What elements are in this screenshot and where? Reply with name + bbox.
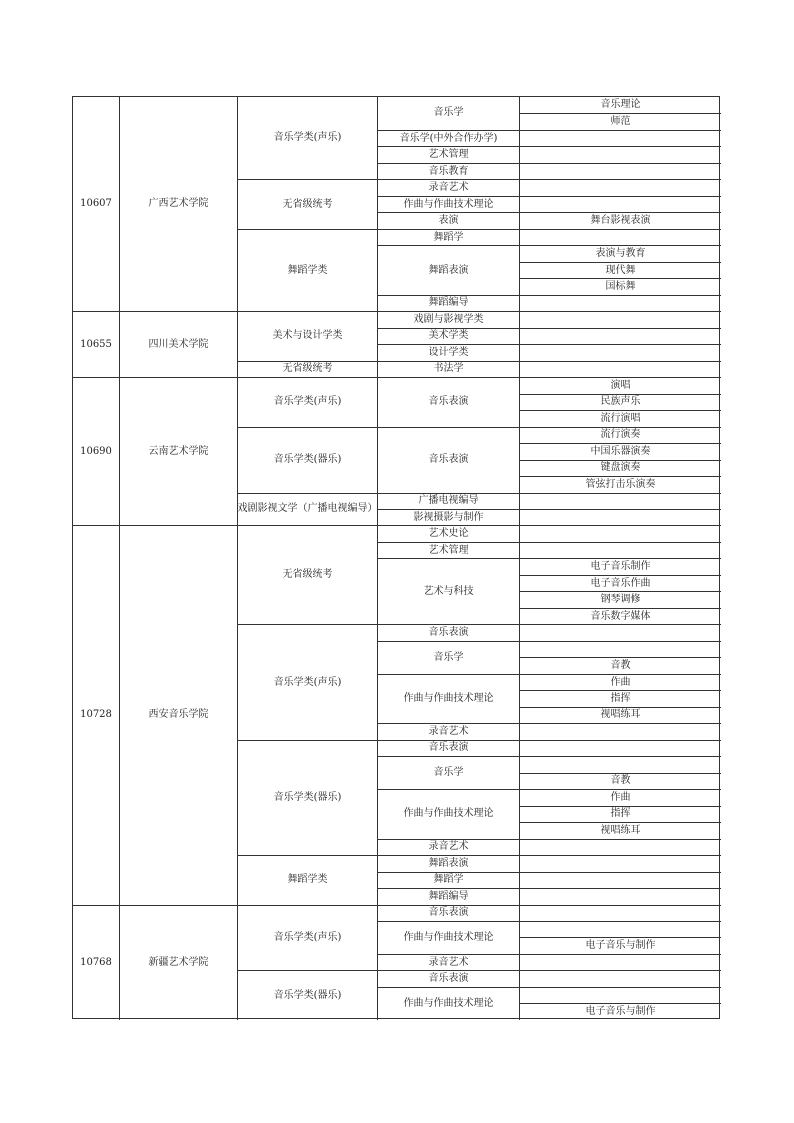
direction-cell xyxy=(520,921,721,937)
major-cell: 音乐表演 xyxy=(378,377,520,426)
category-cell: 音乐学类(声乐) xyxy=(238,377,378,426)
major-cell: 艺术与科技 xyxy=(378,558,520,624)
major-cell: 广播电视编导 xyxy=(378,493,520,509)
direction-cell xyxy=(520,525,721,541)
direction-cell: 管弦打击乐演奏 xyxy=(520,476,721,492)
major-cell: 音乐表演 xyxy=(378,970,520,986)
major-cell: 音乐表演 xyxy=(378,624,520,640)
direction-cell xyxy=(520,130,721,146)
direction-cell xyxy=(520,361,721,377)
category-cell: 舞蹈学类 xyxy=(238,229,378,311)
direction-cell: 电子音乐作曲 xyxy=(520,575,721,591)
major-cell: 音乐学 xyxy=(378,97,520,130)
direction-cell xyxy=(520,987,721,1003)
direction-cell: 音教 xyxy=(520,773,721,789)
direction-cell xyxy=(520,855,721,871)
major-cell: 作曲与作曲技术理论 xyxy=(378,196,520,212)
major-cell: 音乐学 xyxy=(378,756,520,789)
direction-cell xyxy=(520,740,721,756)
category-cell: 音乐学类(声乐) xyxy=(238,97,378,179)
direction-cell: 舞台影视表演 xyxy=(520,212,721,228)
direction-cell xyxy=(520,542,721,558)
major-cell: 录音艺术 xyxy=(378,179,520,195)
direction-cell xyxy=(520,196,721,212)
school-name-cell: 广西艺术学院 xyxy=(120,97,238,311)
major-cell: 作曲与作曲技术理论 xyxy=(378,987,520,1020)
major-cell: 影视摄影与制作 xyxy=(378,509,520,525)
major-cell: 音乐教育 xyxy=(378,163,520,179)
major-cell: 设计学类 xyxy=(378,344,520,360)
category-cell: 音乐学类(声乐) xyxy=(238,905,378,971)
direction-cell: 现代舞 xyxy=(520,262,721,278)
major-cell: 作曲与作曲技术理论 xyxy=(378,921,520,954)
direction-cell xyxy=(520,624,721,640)
direction-cell: 键盘演奏 xyxy=(520,460,721,476)
major-cell: 艺术管理 xyxy=(378,542,520,558)
direction-cell xyxy=(520,888,721,904)
direction-cell: 演唱 xyxy=(520,377,721,393)
direction-cell xyxy=(520,295,721,311)
category-cell: 无省级统考 xyxy=(238,525,378,624)
direction-cell xyxy=(520,723,721,739)
direction-cell: 师范 xyxy=(520,113,721,129)
direction-cell xyxy=(520,146,721,162)
major-cell: 美术学类 xyxy=(378,328,520,344)
direction-cell xyxy=(520,905,721,921)
direction-cell: 视唱练耳 xyxy=(520,822,721,838)
school-name-cell: 新疆艺术学院 xyxy=(120,905,238,1020)
direction-cell: 视唱练耳 xyxy=(520,707,721,723)
admissions-table xyxy=(72,96,720,1019)
direction-cell: 作曲 xyxy=(520,789,721,805)
category-cell: 音乐学类(器乐) xyxy=(238,427,378,493)
direction-cell xyxy=(520,344,721,360)
major-cell: 书法学 xyxy=(378,361,520,377)
major-cell: 音乐表演 xyxy=(378,905,520,921)
major-cell: 录音艺术 xyxy=(378,839,520,855)
major-cell: 舞蹈学 xyxy=(378,872,520,888)
direction-cell: 电子音乐与制作 xyxy=(520,937,721,953)
direction-cell xyxy=(520,163,721,179)
category-cell: 舞蹈学类 xyxy=(238,855,378,904)
category-cell: 美术与设计学类 xyxy=(238,311,378,360)
direction-cell xyxy=(520,311,721,327)
direction-cell: 音乐数字媒体 xyxy=(520,608,721,624)
major-cell: 音乐学(中外合作办学) xyxy=(378,130,520,146)
direction-cell: 音教 xyxy=(520,657,721,673)
major-cell: 艺术史论 xyxy=(378,525,520,541)
school-code-cell: 10690 xyxy=(73,377,120,525)
major-cell: 舞蹈编导 xyxy=(378,295,520,311)
direction-cell xyxy=(520,229,721,245)
major-cell: 舞蹈编导 xyxy=(378,888,520,904)
direction-cell: 流行演奏 xyxy=(520,427,721,443)
school-code-cell: 10728 xyxy=(73,525,120,904)
direction-cell: 钢琴调修 xyxy=(520,591,721,607)
major-cell: 音乐学 xyxy=(378,641,520,674)
category-cell: 戏剧影视文学（广播电视编导） xyxy=(238,493,378,526)
school-code-cell: 10768 xyxy=(73,905,120,1020)
direction-cell xyxy=(520,756,721,772)
major-cell: 戏剧与影视学类 xyxy=(378,311,520,327)
major-cell: 作曲与作曲技术理论 xyxy=(378,789,520,838)
major-cell: 舞蹈表演 xyxy=(378,245,520,294)
major-cell: 舞蹈学 xyxy=(378,229,520,245)
direction-cell xyxy=(520,328,721,344)
direction-cell: 表演与教育 xyxy=(520,245,721,261)
direction-cell: 电子音乐与制作 xyxy=(520,1003,721,1019)
direction-cell: 指挥 xyxy=(520,806,721,822)
school-name-cell: 四川美术学院 xyxy=(120,311,238,377)
direction-cell: 音乐理论 xyxy=(600,99,641,111)
category-cell: 音乐学类(器乐) xyxy=(238,740,378,855)
major-cell: 作曲与作曲技术理论 xyxy=(378,674,520,723)
direction-cell xyxy=(520,954,721,970)
category-cell: 无省级统考 xyxy=(238,361,378,377)
major-cell: 艺术管理 xyxy=(378,146,520,162)
major-cell: 录音艺术 xyxy=(378,954,520,970)
direction-cell xyxy=(520,970,721,986)
major-cell: 录音艺术 xyxy=(378,723,520,739)
direction-cell: 国标舞 xyxy=(520,278,721,294)
direction-cell: 电子音乐制作 xyxy=(520,558,721,574)
school-code-cell: 10607 xyxy=(73,97,120,311)
direction-cell xyxy=(520,493,721,509)
major-cell: 音乐表演 xyxy=(378,740,520,756)
direction-cell: 流行演唱 xyxy=(520,410,721,426)
direction-cell xyxy=(520,839,721,855)
category-cell: 无省级统考 xyxy=(238,179,378,228)
major-cell: 表演 xyxy=(378,212,520,228)
direction-cell: 中国乐器演奏 xyxy=(520,443,721,459)
school-code-cell: 10655 xyxy=(73,311,120,377)
category-cell: 音乐学类(器乐) xyxy=(238,970,378,1019)
school-name-cell: 西安音乐学院 xyxy=(120,525,238,904)
major-cell: 音乐表演 xyxy=(378,427,520,493)
direction-cell: 作曲 xyxy=(520,674,721,690)
school-name-cell: 云南艺术学院 xyxy=(120,377,238,525)
direction-cell xyxy=(520,872,721,888)
direction-cell xyxy=(520,641,721,657)
major-cell: 舞蹈表演 xyxy=(378,855,520,871)
direction-cell: 指挥 xyxy=(520,690,721,706)
category-cell: 音乐学类(声乐) xyxy=(238,624,378,739)
direction-cell: 民族声乐 xyxy=(520,394,721,410)
direction-cell xyxy=(520,179,721,195)
direction-cell xyxy=(520,509,721,525)
